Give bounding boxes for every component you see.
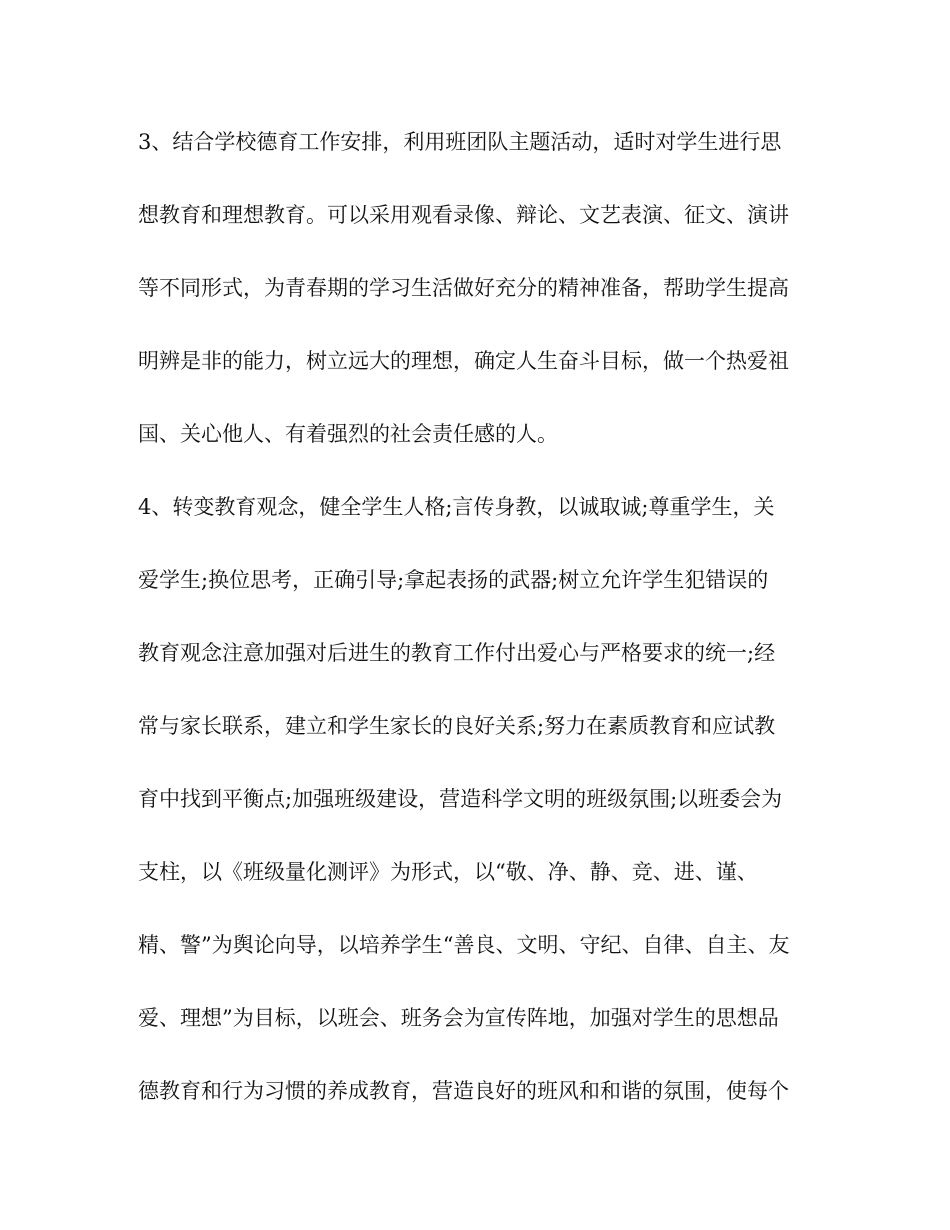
paragraph-3-line-3: 等不同形式，为青春期的学习生活做好充分的精神准备，帮助学生提高 [138,276,789,300]
paragraph-3-line-5: 国、关心他人、有着强烈的社会责任感的人。 [138,422,558,446]
paragraph-4-line-6: 支柱，以《班级量化测评》为形式，以“敬、净、静、竞、进、谨、 [138,860,758,884]
paragraph-4-line-3: 教育观念注意加强对后进生的教育工作付出爱心与严格要求的统一;经 [138,641,776,665]
paragraph-4-line-5: 育中找到平衡点;加强班级建设，营造科学文明的班级氛围;以班委会为 [138,787,783,811]
paragraph-3-line-1: 3、结合学校德育工作安排，利用班团队主题活动，适时对学生进行思 [138,130,782,154]
paragraph-3-line-4: 明辨是非的能力，树立远大的理想，确定人生奋斗目标，做一个热爱祖 [138,349,789,373]
paragraph-4-line-1: 4、转变教育观念，健全学生人格;言传身教，以诚取诚;尊重学生，关 [138,495,775,519]
paragraph-4-line-4: 常与家长联系，建立和学生家长的良好关系;努力在素质教育和应试教 [138,714,776,738]
paragraph-4-line-8: 爱、理想”为目标，以班会、班务会为宣传阵地，加强对学生的思想品 [138,1006,779,1030]
paragraph-4-line-2: 爱学生;换位思考，正确引导;拿起表扬的武器;树立允许学生犯错误的 [138,568,769,592]
paragraph-4-line-9: 德教育和行为习惯的养成教育，营造良好的班风和和谐的氛围，使每个 [138,1079,789,1103]
paragraph-3-line-2: 想教育和理想教育。可以采用观看录像、辩论、文艺表演、征文、演讲 [138,203,789,227]
paragraph-4-line-7: 精、警”为舆论向导，以培养学生“善良、文明、守纪、自律、自主、友 [138,933,790,957]
